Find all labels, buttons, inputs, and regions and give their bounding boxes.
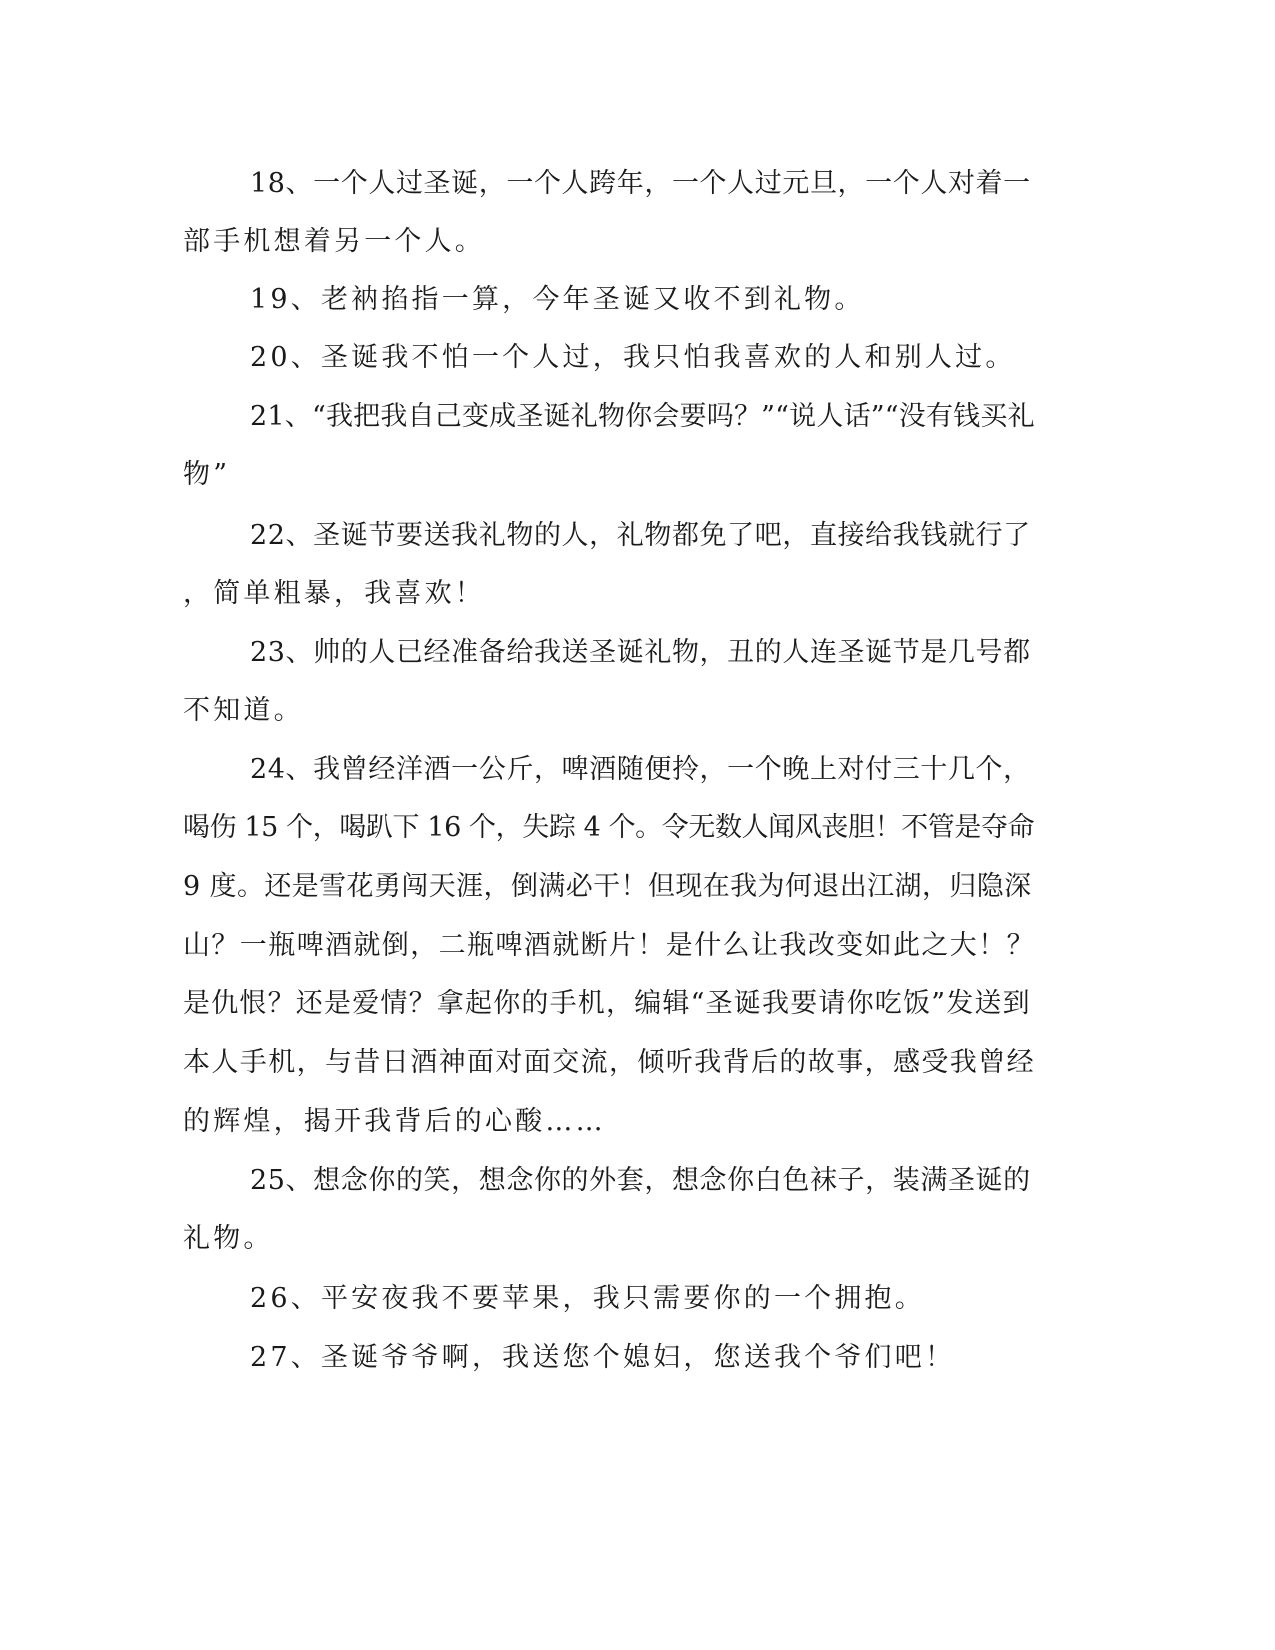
item-24-line-5: 是仇恨？还是爱情？拿起你的手机，编辑“圣诞我要请你吃饭”发送到 (183, 988, 1031, 1019)
item-26-line-1: 26、平安夜我不要苹果，我只需要你的一个拥抱。 (250, 1283, 925, 1314)
item-21-line-1: 21、“我把我自己变成圣诞礼物你会要吗？”“说人话”“没有钱买礼 (250, 401, 1035, 432)
item-24-line-3: 9 度。还是雪花勇闯天涯，倒满必干！但现在我为何退出江湖，归隐深 (183, 871, 1032, 902)
item-24-line-2: 喝伤 15 个，喝趴下 16 个，失踪 4 个。令无数人闻风丧胆！不管是夺命 (183, 812, 1035, 843)
item-19-line-1: 19、老衲掐指一算，今年圣诞又收不到礼物。 (250, 284, 865, 315)
item-21-line-2: 物” (183, 459, 231, 490)
item-18-line-1: 18、一个人过圣诞，一个人跨年，一个人过元旦，一个人对着一 (250, 168, 1031, 199)
item-18-line-2: 部手机想着另一个人。 (183, 226, 485, 257)
item-23-line-2: 不知道。 (183, 695, 304, 726)
item-27-line-1: 27、圣诞爷爷啊，我送您个媳妇，您送我个爷们吧！ (250, 1342, 956, 1373)
item-24-line-1: 24、我曾经洋酒一公斤，啤酒随便拎，一个晚上对付三十几个， (250, 754, 1031, 785)
item-24-line-4: 山？一瓶啤酒就倒，二瓶啤酒就断片！是什么让我改变如此之大！？ (183, 930, 1035, 961)
item-24-line-6: 本人手机，与昔日酒神面对面交流，倾听我背后的故事，感受我曾经 (183, 1047, 1035, 1078)
item-25-line-1: 25、想念你的笑，想念你的外套，想念你白色袜子，装满圣诞的 (250, 1165, 1031, 1196)
item-22-line-1: 22、圣诞节要送我礼物的人，礼物都免了吧，直接给我钱就行了 (250, 520, 1031, 551)
item-22-line-2: ，简单粗暴，我喜欢！ (183, 578, 485, 609)
item-25-line-2: 礼物。 (183, 1223, 274, 1254)
item-24-line-7: 的辉煌，揭开我背后的心酸…… (183, 1106, 606, 1137)
item-20-line-1: 20、圣诞我不怕一个人过，我只怕我喜欢的人和别人过。 (250, 342, 1016, 373)
item-23-line-1: 23、帅的人已经准备给我送圣诞礼物，丑的人连圣诞节是几号都 (250, 637, 1031, 668)
